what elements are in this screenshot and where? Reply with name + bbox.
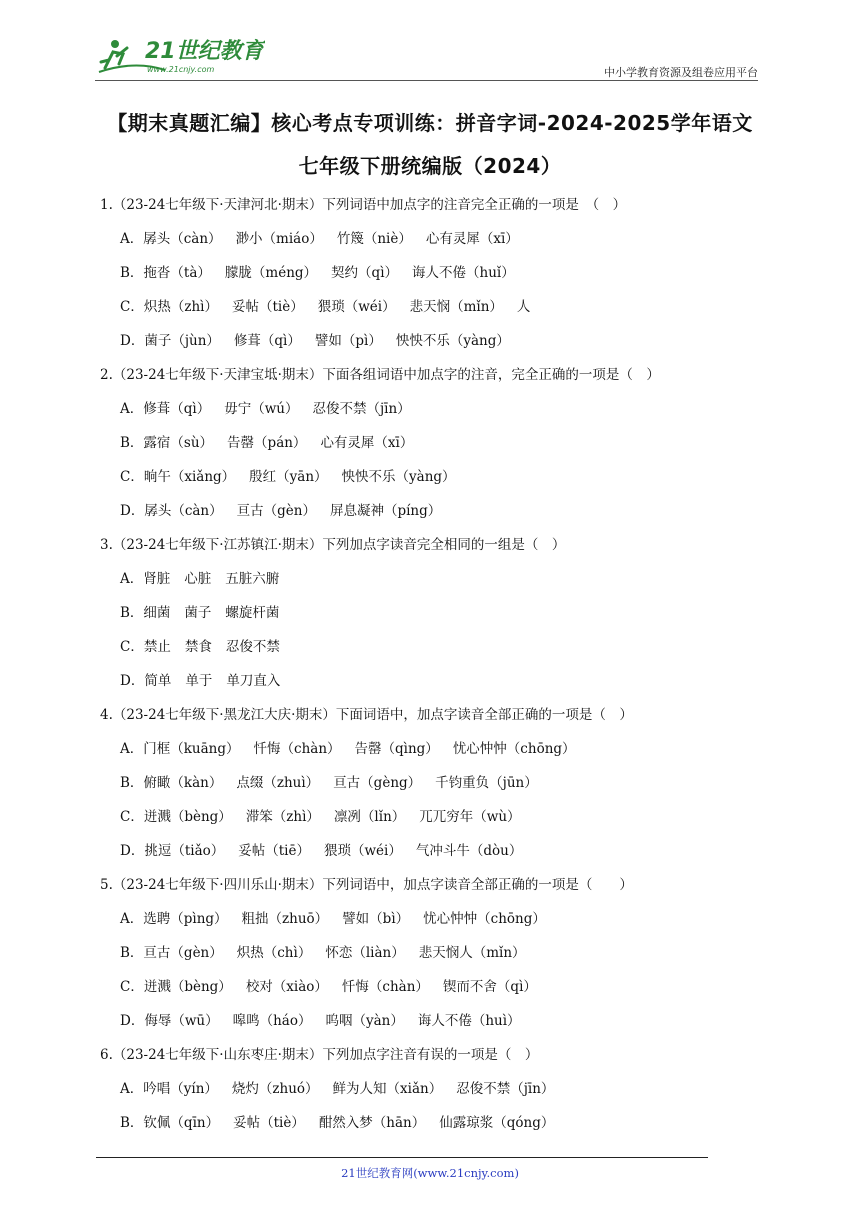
option-label: A． — [120, 741, 144, 757]
option-label: B． — [120, 265, 144, 281]
option-row — [100, 1078, 760, 1112]
option-row — [100, 262, 760, 296]
option-label: B． — [120, 945, 144, 961]
question-stem: 5.（23-24七年级下·四川乐山·期末）下列词语中，加点字读音全部正确的一项是（ ） — [100, 877, 633, 893]
option-word: 忍俊不禁 — [225, 639, 280, 655]
option-word: 鲜为人知（xiǎn） — [332, 1081, 443, 1097]
option-word: 忍俊不禁（jīn） — [312, 401, 411, 417]
question-stem: 4.（23-24七年级下·黑龙江大庆·期末）下面词语中，加点字读音全部正确的一项是（ ） — [100, 707, 633, 723]
option-word: 锲而不舍（qì） — [442, 979, 537, 995]
option-label: A． — [120, 911, 144, 927]
option-label: C． — [120, 299, 144, 315]
option-word: 禁止 — [143, 639, 171, 655]
option-label: D． — [120, 333, 145, 349]
option-word: 酣然入梦（hān） — [318, 1115, 426, 1131]
option-label: C． — [120, 809, 144, 825]
footer-divider — [96, 1157, 708, 1158]
option-word: 妥帖（tiè） — [231, 299, 304, 315]
option-word: 细菌 — [143, 605, 171, 621]
option-label: C． — [120, 639, 144, 655]
option-label: B． — [120, 775, 144, 791]
option-word: 炽热（chì） — [236, 945, 312, 961]
option-word: 五脏六腑 — [225, 571, 280, 587]
option-word: 妥帖（tiē） — [238, 843, 310, 859]
option-word: 毋宁（wú） — [224, 401, 299, 417]
option-word: 孱头（càn） — [144, 503, 223, 519]
logo-21cnjy — [95, 30, 265, 78]
page-header — [95, 30, 758, 82]
option-word: 悲天悯人（mǐn） — [418, 945, 526, 961]
question-stem: 2.（23-24七年级下·天津宝坻·期末）下面各组词语中加点字的注音，完全正确的一项是（ ） — [100, 367, 660, 383]
option-word: 简单 — [144, 673, 172, 689]
option-word: 修葺（qì） — [233, 333, 301, 349]
option-label: C． — [120, 469, 144, 485]
option-word: 渺小（miáo） — [235, 231, 323, 247]
document-title-line1: 【期末真题汇编】核心考点专项训练：拼音字词-2024-2025学年语文 — [107, 111, 753, 135]
footer-text: 21世纪教育网(www.21cnjy.com) — [341, 1166, 519, 1180]
option-row — [100, 432, 760, 466]
option-word: 钦佩（qīn） — [143, 1115, 220, 1131]
option-word: 怀恋（liàn） — [325, 945, 405, 961]
option-word: 拖沓（tà） — [143, 265, 211, 281]
question-4 — [100, 704, 760, 874]
option-word: 滞笨（zhì） — [245, 809, 320, 825]
option-word: 兀兀穷年（wù） — [419, 809, 521, 825]
option-word: 契约（qì） — [331, 265, 399, 281]
option-row — [100, 772, 760, 806]
option-word: 告罄（qìng） — [354, 741, 439, 757]
option-word: 忍俊不禁（jīn） — [456, 1081, 555, 1097]
question-stem: 1.（23-24七年级下·天津河北·期末）下列词语中加点字的注音完全正确的一项是 （ ） — [100, 197, 627, 213]
option-row — [100, 330, 760, 364]
option-word: 门框（kuāng） — [143, 741, 240, 757]
option-label: A． — [120, 1081, 144, 1097]
question-5 — [100, 874, 760, 1044]
option-word: 诲人不倦（huì） — [417, 1013, 521, 1029]
logo-url: www.21cnjy.com — [147, 65, 215, 74]
option-word: 单于 — [185, 673, 213, 689]
document-title-line2: 七年级下册统编版（2024） — [298, 154, 562, 178]
option-word: 孱头（càn） — [143, 231, 222, 247]
option-word: 亘古（gèn） — [143, 945, 223, 961]
option-row — [100, 670, 760, 704]
option-word: 仙露琼浆（qóng） — [439, 1115, 555, 1131]
option-row — [100, 636, 760, 670]
option-word: 禁食 — [184, 639, 212, 655]
option-word: 选聘（pìng） — [143, 911, 228, 927]
question-stem: 6.（23-24七年级下·山东枣庄·期末）下列加点字注音有误的一项是（ ） — [100, 1047, 539, 1063]
header-divider — [95, 80, 758, 81]
option-label: D． — [120, 843, 145, 859]
option-word: 告罄（pán） — [227, 435, 307, 451]
option-row — [100, 738, 760, 772]
option-word: 人 — [516, 299, 531, 315]
option-row — [100, 466, 760, 500]
option-row — [100, 568, 760, 602]
option-word: 迸溅（bèng） — [143, 979, 232, 995]
option-word: 吟唱（yín） — [143, 1081, 218, 1097]
option-label: D． — [120, 503, 145, 519]
option-word: 露宿（sù） — [143, 435, 214, 451]
option-row — [100, 806, 760, 840]
option-word: 诲人不倦（huǐ） — [412, 265, 515, 281]
option-row — [100, 1112, 760, 1146]
option-label: A． — [120, 401, 144, 417]
option-row — [100, 398, 760, 432]
option-label: A． — [120, 571, 144, 587]
option-word: 晌午（xiǎng） — [143, 469, 236, 485]
option-word: 猥琐（wéi） — [317, 299, 396, 315]
option-word: 气冲斗牛（dòu） — [415, 843, 523, 859]
question-3 — [100, 534, 760, 704]
option-word: 忧心忡忡（chōng） — [452, 741, 576, 757]
option-row — [100, 296, 760, 330]
option-label: B． — [120, 605, 144, 621]
option-word: 猥琐（wéi） — [323, 843, 402, 859]
option-row — [100, 1010, 760, 1044]
option-word: 嗥鸣（háo） — [232, 1013, 312, 1029]
option-word: 迸溅（bèng） — [143, 809, 232, 825]
option-word: 朦胧（méng） — [224, 265, 318, 281]
option-word: 心脏 — [184, 571, 212, 587]
question-list — [100, 194, 760, 1146]
option-word: 亘古（gèn） — [236, 503, 316, 519]
option-word: 校对（xiào） — [245, 979, 328, 995]
option-row — [100, 840, 760, 874]
option-word: 竹篾（niè） — [336, 231, 412, 247]
option-word: 单刀直入 — [226, 673, 281, 689]
option-word: 螺旋杆菌 — [225, 605, 280, 621]
option-word: 譬如（pì） — [314, 333, 382, 349]
option-word: 点缀（zhuì） — [236, 775, 320, 791]
option-row — [100, 976, 760, 1010]
option-word: 妥帖（tiè） — [233, 1115, 305, 1131]
option-word: 菌子 — [184, 605, 212, 621]
option-word: 凛冽（lǐn） — [333, 809, 406, 825]
question-6 — [100, 1044, 760, 1146]
option-word: 亘古（gèng） — [333, 775, 422, 791]
option-label: C． — [120, 979, 144, 995]
option-word: 烧灼（zhuó） — [231, 1081, 319, 1097]
option-row — [100, 500, 760, 534]
option-word: 忏悔（chàn） — [253, 741, 341, 757]
option-word: 千钧重负（jūn） — [435, 775, 538, 791]
question-2 — [100, 364, 760, 534]
logo-text: 21世纪教育 — [145, 39, 264, 64]
option-label: A． — [120, 231, 144, 247]
option-word: 侮辱（wū） — [144, 1013, 219, 1029]
platform-name: 中小学教育资源及组卷应用平台 — [604, 66, 758, 79]
option-label: B． — [120, 1115, 144, 1131]
option-word: 譬如（bì） — [342, 911, 410, 927]
question-1 — [100, 194, 760, 364]
option-label: D． — [120, 673, 145, 689]
option-word: 忧心忡忡（chōng） — [423, 911, 546, 927]
option-word: 俯瞰（kàn） — [143, 775, 223, 791]
option-word: 呜咽（yàn） — [325, 1013, 404, 1029]
option-word: 修葺（qì） — [143, 401, 211, 417]
option-word: 屏息凝神（píng） — [329, 503, 442, 519]
option-word: 忏悔（chàn） — [341, 979, 429, 995]
option-word: 怏怏不乐（yàng） — [341, 469, 456, 485]
option-label: D． — [120, 1013, 145, 1029]
option-word: 粗拙（zhuō） — [241, 911, 329, 927]
option-word: 心有灵犀（xī） — [425, 231, 519, 247]
option-word: 怏怏不乐（yàng） — [395, 333, 510, 349]
option-word: 挑逗（tiǎo） — [144, 843, 225, 859]
option-label: B． — [120, 435, 144, 451]
option-word: 炽热（zhì） — [143, 299, 218, 315]
option-row — [100, 602, 760, 636]
option-row — [100, 908, 760, 942]
option-word: 肾脏 — [143, 571, 171, 587]
option-row — [100, 228, 760, 262]
question-stem: 3.（23-24七年级下·江苏镇江·期末）下列加点字读音完全相同的一组是（ ） — [100, 537, 566, 553]
option-word: 殷红（yān） — [249, 469, 328, 485]
option-word: 菌子（jùn） — [144, 333, 220, 349]
option-row — [100, 942, 760, 976]
option-word: 心有灵犀（xī） — [320, 435, 414, 451]
option-word: 悲天悯（mǐn） — [409, 299, 503, 315]
